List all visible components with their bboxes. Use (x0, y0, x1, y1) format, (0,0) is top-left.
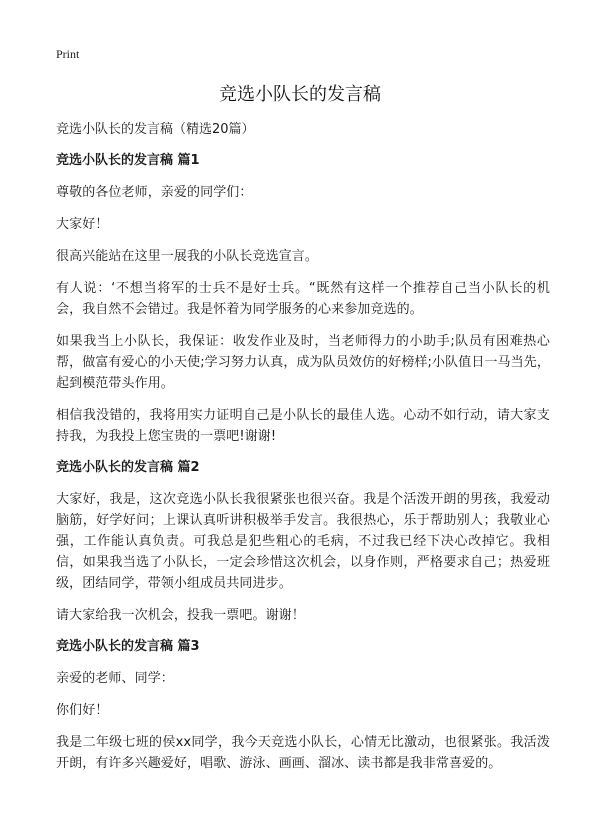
paragraph: 请大家给我一次机会，投我一票吧。谢谢！ (56, 608, 305, 623)
section-2 (56, 458, 550, 626)
document-body (56, 120, 550, 785)
paragraph: 尊敬的各位老师，亲爱的同学们： (56, 185, 253, 200)
paragraph: 相信我没错的，我将用实力证明自己是小队长的最佳人选。心动不如行动，请大家支持我，为我投上您宝贵的一票吧!谢谢! (56, 408, 550, 444)
section-heading: 竞选小队长的发言稿 篇2 (56, 460, 200, 475)
section-3 (56, 637, 550, 774)
paragraph: 亲爱的老师、同学： (56, 671, 174, 686)
document-subtitle: 竞选小队长的发言稿（精选20篇） (56, 122, 255, 137)
section-heading: 竞选小队长的发言稿 篇1 (56, 153, 200, 168)
paragraph: 你们好！ (56, 703, 109, 718)
paragraph: 大家好，我是，这次竞选小队长我很紧张也很兴奋。我是个活泼开朗的男孩，我爱动脑筋，好学好问；上课认真听讲积极举手发言。我很热心，乐于帮助别人；我敬业心强，工作能认真负责。可我总是犯些粗心的毛病，不过我已经下决心改掉它。我相信，如果我当选了小队长，一定会珍惜这次机会，以身作则，严格要求自己；热爱班级，团结同学，带领小组成员共同进步。 (56, 492, 550, 591)
paragraph: 如果我当上小队长，我保证：收发作业及时，当老师得力的小助手;队员有困难热心帮，做富有爱心的小天使;学习努力认真，成为队员效仿的好榜样;小队值日一马当先，起到模范带头作用。 (56, 334, 550, 391)
page-title: 竞选小队长的发言稿 (219, 84, 381, 105)
print-link[interactable]: Print (56, 47, 80, 61)
section-1 (56, 151, 550, 447)
paragraph: 大家好！ (56, 217, 109, 232)
paragraph: 有人说：‘不想当将军的士兵不是好士兵。“既然有这样一个推荐自己当小队长的机会，我自然不会错过。我是怀着为同学服务的心来参加竞选的。 (56, 281, 550, 317)
paragraph: 很高兴能站在这里一展我的小队长竞选宣言。 (56, 249, 319, 264)
paragraph: 我是二年级七班的侯xx同学，我今天竞选小队长，心情无比激动，也很紧张。我活泼开朗，有许多兴趣爱好，唱歌、游泳、画画、溜冰、读书都是我非常喜爱的。 (56, 735, 550, 771)
section-heading: 竞选小队长的发言稿 篇3 (56, 639, 200, 654)
